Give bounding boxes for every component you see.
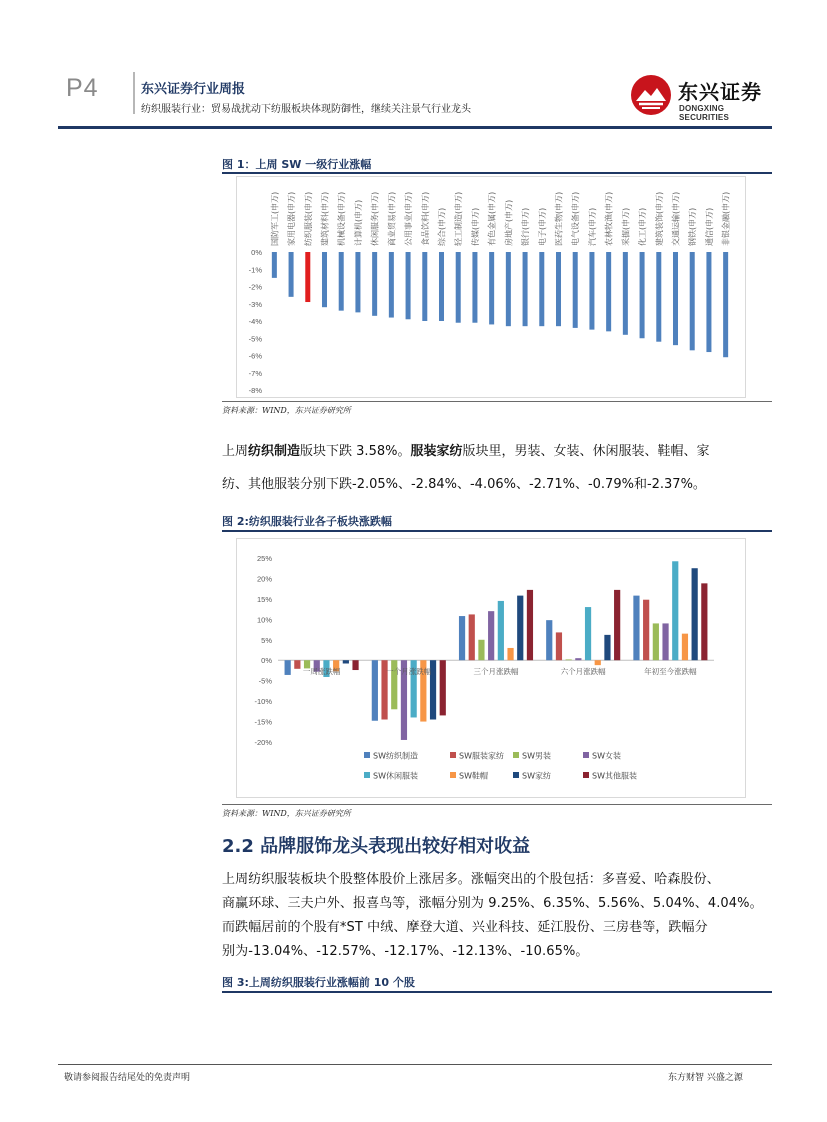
category-label: 非银金融(申万) xyxy=(721,191,731,246)
category-label: 一个月涨跌幅 xyxy=(386,667,432,677)
logo-english-text: DONGXING SECURITIES xyxy=(679,104,730,122)
legend-swatch xyxy=(513,752,519,758)
paragraph2-line2: 商赢环球、三夫户外、报喜鸟等，涨幅分别为 9.25%、6.35%、5.56%、5.04%、4.04%。 xyxy=(222,896,763,911)
bar-家用电器(申万) xyxy=(289,252,294,297)
bar-建筑材料(申万) xyxy=(322,252,327,307)
bar-农林牧渔(申万) xyxy=(606,252,611,331)
bar-钢铁(申万) xyxy=(690,252,695,350)
bar-SW其他服装-六个月涨跌幅 xyxy=(614,590,620,660)
bar-SW其他服装-一个月涨跌幅 xyxy=(440,660,446,715)
logo-chinese-text: 东兴证券 xyxy=(678,80,762,104)
header-rule xyxy=(58,126,772,129)
bar-SW纺织制造-年初至今涨跌幅 xyxy=(633,596,639,661)
bar-SW纺织制造-一周涨跌幅 xyxy=(285,660,291,675)
legend-label: SW女装 xyxy=(592,751,621,761)
bar-SW其他服装-三个月涨跌幅 xyxy=(527,590,533,660)
p1-text-e: 版块里，男装、女装、休闲服装、鞋帽、家 xyxy=(462,444,710,459)
bar-汽车(申万) xyxy=(589,252,594,330)
y-tick-label: -4% xyxy=(248,317,262,326)
y-tick-label: -7% xyxy=(248,368,262,378)
figure1-svg xyxy=(236,176,746,398)
paragraph2-line3: 而跌幅居前的个股有*ST 中绒、摩登大道、兴业科技、延江股份、三房巷等，跌幅分 xyxy=(222,920,708,935)
category-label: 医药生物(申万) xyxy=(554,191,564,246)
legend-swatch xyxy=(450,772,456,778)
bar-SW纺织制造-六个月涨跌幅 xyxy=(546,620,552,660)
footer-disclaimer: 敬请参阅报告结尾处的免责声明 xyxy=(64,1073,191,1083)
legend-label: SW家纺 xyxy=(522,771,551,781)
logo-mark-icon xyxy=(630,74,672,116)
legend-swatch xyxy=(583,752,589,758)
bar-SW女装-三个月涨跌幅 xyxy=(488,611,494,660)
section-title: 2.2 品牌服饰龙头表现出较好相对收益 xyxy=(222,836,531,857)
report-subtitle: 纺织服装行业：贸易战扰动下纺服板块体现防御性，继续关注景气行业龙头 xyxy=(141,104,471,115)
page-number: P4 xyxy=(66,74,99,102)
bar-食品饮料(申万) xyxy=(422,252,427,321)
bar-电气设备(申万) xyxy=(573,252,578,328)
bar-商业贸易(申万) xyxy=(389,252,394,318)
figure2-top-rule xyxy=(222,530,772,532)
p1-bold-apparel: 服装家纺 xyxy=(410,444,463,459)
bar-通信(申万) xyxy=(706,252,711,352)
bar-SW鞋帽-三个月涨跌幅 xyxy=(507,648,513,660)
paragraph1-line2: 纺、其他服装分别下跌-2.05%、-2.84%、-4.06%、-2.71%、-0.79%和-2.37%。 xyxy=(222,477,706,492)
header-divider xyxy=(133,72,135,114)
figure2-source: 资料来源：WIND，东兴证券研究所 xyxy=(222,809,351,818)
bar-SW服装家纺-三个月涨跌幅 xyxy=(469,614,475,660)
bar-SW男装-六个月涨跌幅 xyxy=(566,659,572,660)
y-tick-label: -2% xyxy=(248,282,262,292)
category-label: 有色金属(申万) xyxy=(487,191,497,246)
bar-SW女装-年初至今涨跌幅 xyxy=(662,623,668,660)
bar-房地产(申万) xyxy=(506,252,511,326)
bar-SW鞋帽-六个月涨跌幅 xyxy=(595,660,601,665)
legend-label: SW休闲服装 xyxy=(373,771,418,781)
figure1-source: 资料来源：WIND，东兴证券研究所 xyxy=(222,406,351,415)
y-tick-label: 25% xyxy=(256,554,272,563)
p1-text-a: 上周 xyxy=(222,444,249,459)
footer-slogan: 东方财智 兴盛之源 xyxy=(668,1073,743,1083)
category-label: 采掘(申万) xyxy=(621,207,631,246)
bar-公用事业(申万) xyxy=(406,252,411,319)
legend-swatch xyxy=(364,752,370,758)
figure2-svg xyxy=(236,538,746,798)
y-tick-label: 10% xyxy=(256,615,272,625)
legend-label: SW其他服装 xyxy=(592,771,637,781)
bar-SW其他服装-一周涨跌幅 xyxy=(352,660,358,670)
figure1-top-rule xyxy=(222,172,772,174)
category-label: 国防军工(申万) xyxy=(270,191,280,246)
figure2-chart xyxy=(236,538,746,798)
y-tick-label: 0% xyxy=(261,656,272,666)
category-label: 轻工制造(申万) xyxy=(454,191,464,246)
legend-label: SW男装 xyxy=(522,751,551,761)
y-tick-label: -5% xyxy=(248,334,262,344)
category-label: 商业贸易(申万) xyxy=(387,191,397,246)
bar-交通运输(申万) xyxy=(673,252,678,345)
bar-SW家纺-一周涨跌幅 xyxy=(343,660,349,663)
bar-纺织服装(申万) xyxy=(305,252,310,302)
footer-rule xyxy=(58,1064,772,1065)
legend-label: SW服装家纺 xyxy=(459,751,504,761)
figure1-title: 图 1：上周 SW 一级行业涨幅 xyxy=(222,158,372,171)
bar-SW女装-六个月涨跌幅 xyxy=(575,658,581,660)
category-label: 计算机(申万) xyxy=(353,199,363,246)
p1-text-c: 版块下跌 3.58%。 xyxy=(300,444,411,459)
bar-有色金属(申万) xyxy=(489,252,494,324)
category-label: 农林牧渔(申万) xyxy=(604,191,614,246)
bar-轻工制造(申万) xyxy=(456,252,461,323)
figure2-title: 图 2:纺织服装行业各子板块涨跌幅 xyxy=(222,515,392,528)
bar-SW服装家纺-六个月涨跌幅 xyxy=(556,632,562,660)
bar-SW服装家纺-一周涨跌幅 xyxy=(294,660,300,669)
y-tick-label: -8% xyxy=(248,386,262,395)
legend-label: SW纺织制造 xyxy=(373,751,418,761)
report-title: 东兴证券行业周报 xyxy=(141,82,246,97)
bar-休闲服务(申万) xyxy=(372,252,377,316)
category-label: 综合(申万) xyxy=(437,207,447,246)
legend-label: SW鞋帽 xyxy=(459,771,488,781)
y-tick-label: 0% xyxy=(251,248,262,257)
category-label: 电子(申万) xyxy=(537,207,547,246)
figure3-title: 图 3:上周纺织服装行业涨幅前 10 个股 xyxy=(222,976,415,989)
category-label: 汽车(申万) xyxy=(587,207,597,246)
category-label: 年初至今涨跌幅 xyxy=(644,667,697,677)
bar-电子(申万) xyxy=(539,252,544,326)
y-tick-label: 20% xyxy=(256,574,272,584)
bar-SW服装家纺-年初至今涨跌幅 xyxy=(643,600,649,661)
bar-SW休闲服装-年初至今涨跌幅 xyxy=(672,561,678,660)
category-label: 公用事业(申万) xyxy=(404,191,414,246)
bar-采掘(申万) xyxy=(623,252,628,335)
category-label: 建筑装饰(申万) xyxy=(654,191,664,246)
legend-swatch xyxy=(364,772,370,778)
bar-SW家纺-六个月涨跌幅 xyxy=(604,635,610,660)
bar-SW休闲服装-六个月涨跌幅 xyxy=(585,607,591,660)
y-tick-label: 15% xyxy=(256,594,272,604)
y-tick-label: -20% xyxy=(254,738,272,747)
bar-SW男装-年初至今涨跌幅 xyxy=(653,623,659,660)
y-tick-label: -6% xyxy=(248,351,262,361)
paragraph2-line1: 上周纺织服装板块个股整体股价上涨居多。涨幅突出的个股包括：多喜爱、哈森股份、 xyxy=(222,872,720,887)
figure2-bottom-rule xyxy=(222,804,772,805)
category-label: 机械设备(申万) xyxy=(337,191,347,246)
legend-swatch xyxy=(583,772,589,778)
category-label: 电气设备(申万) xyxy=(571,191,581,246)
bar-SW休闲服装-三个月涨跌幅 xyxy=(498,601,504,660)
category-label: 银行(申万) xyxy=(521,207,531,246)
bar-SW家纺-年初至今涨跌幅 xyxy=(692,568,698,660)
bar-医药生物(申万) xyxy=(556,252,561,326)
category-label: 通信(申万) xyxy=(704,207,714,246)
bar-SW鞋帽-年初至今涨跌幅 xyxy=(682,634,688,661)
company-logo xyxy=(630,74,770,120)
y-tick-label: -15% xyxy=(254,717,272,727)
y-tick-label: -5% xyxy=(258,676,272,686)
category-label: 传媒(申万) xyxy=(470,207,480,246)
category-label: 家用电器(申万) xyxy=(287,191,297,246)
bar-国防军工(申万) xyxy=(272,252,277,278)
bar-非银金融(申万) xyxy=(723,252,728,357)
bar-SW其他服装-年初至今涨跌幅 xyxy=(701,583,707,660)
category-label: 化工(申万) xyxy=(638,207,648,246)
bar-SW纺织制造-一个月涨跌幅 xyxy=(372,660,378,721)
y-tick-label: -1% xyxy=(248,265,262,275)
bar-银行(申万) xyxy=(523,252,528,326)
bar-传媒(申万) xyxy=(472,252,477,323)
bar-SW家纺-三个月涨跌幅 xyxy=(517,596,523,661)
category-label: 纺织服装(申万) xyxy=(303,191,313,246)
paragraph2-line4: 别为-13.04%、-12.57%、-12.17%、-12.13%、-10.65%。 xyxy=(222,944,589,959)
category-label: 房地产(申万) xyxy=(504,199,514,246)
bar-计算机(申万) xyxy=(355,252,360,312)
figure1-chart xyxy=(236,176,746,398)
y-tick-label: -3% xyxy=(248,299,262,309)
bar-机械设备(申万) xyxy=(339,252,344,311)
p1-bold-textile: 纺织制造 xyxy=(248,444,301,459)
figure3-top-rule xyxy=(222,991,772,993)
bar-综合(申万) xyxy=(439,252,444,321)
paragraph1-line1 xyxy=(222,440,710,459)
category-label: 六个月涨跌幅 xyxy=(560,667,606,677)
y-tick-label: -10% xyxy=(254,697,272,707)
legend-swatch xyxy=(513,772,519,778)
y-tick-label: 5% xyxy=(261,635,272,645)
bar-SW纺织制造-三个月涨跌幅 xyxy=(459,616,465,660)
category-label: 钢铁(申万) xyxy=(688,207,698,246)
figure1-bottom-rule xyxy=(222,401,772,402)
category-label: 一周涨跌幅 xyxy=(302,667,341,677)
category-label: 交通运输(申万) xyxy=(671,191,681,246)
category-label: 三个月涨跌幅 xyxy=(473,667,519,677)
bar-SW男装-三个月涨跌幅 xyxy=(478,640,484,660)
legend-swatch xyxy=(450,752,456,758)
category-label: 建筑材料(申万) xyxy=(320,191,330,246)
category-label: 食品饮料(申万) xyxy=(420,191,430,246)
category-label: 休闲服务(申万) xyxy=(370,191,380,246)
bar-化工(申万) xyxy=(640,252,645,338)
bar-建筑装饰(申万) xyxy=(656,252,661,342)
